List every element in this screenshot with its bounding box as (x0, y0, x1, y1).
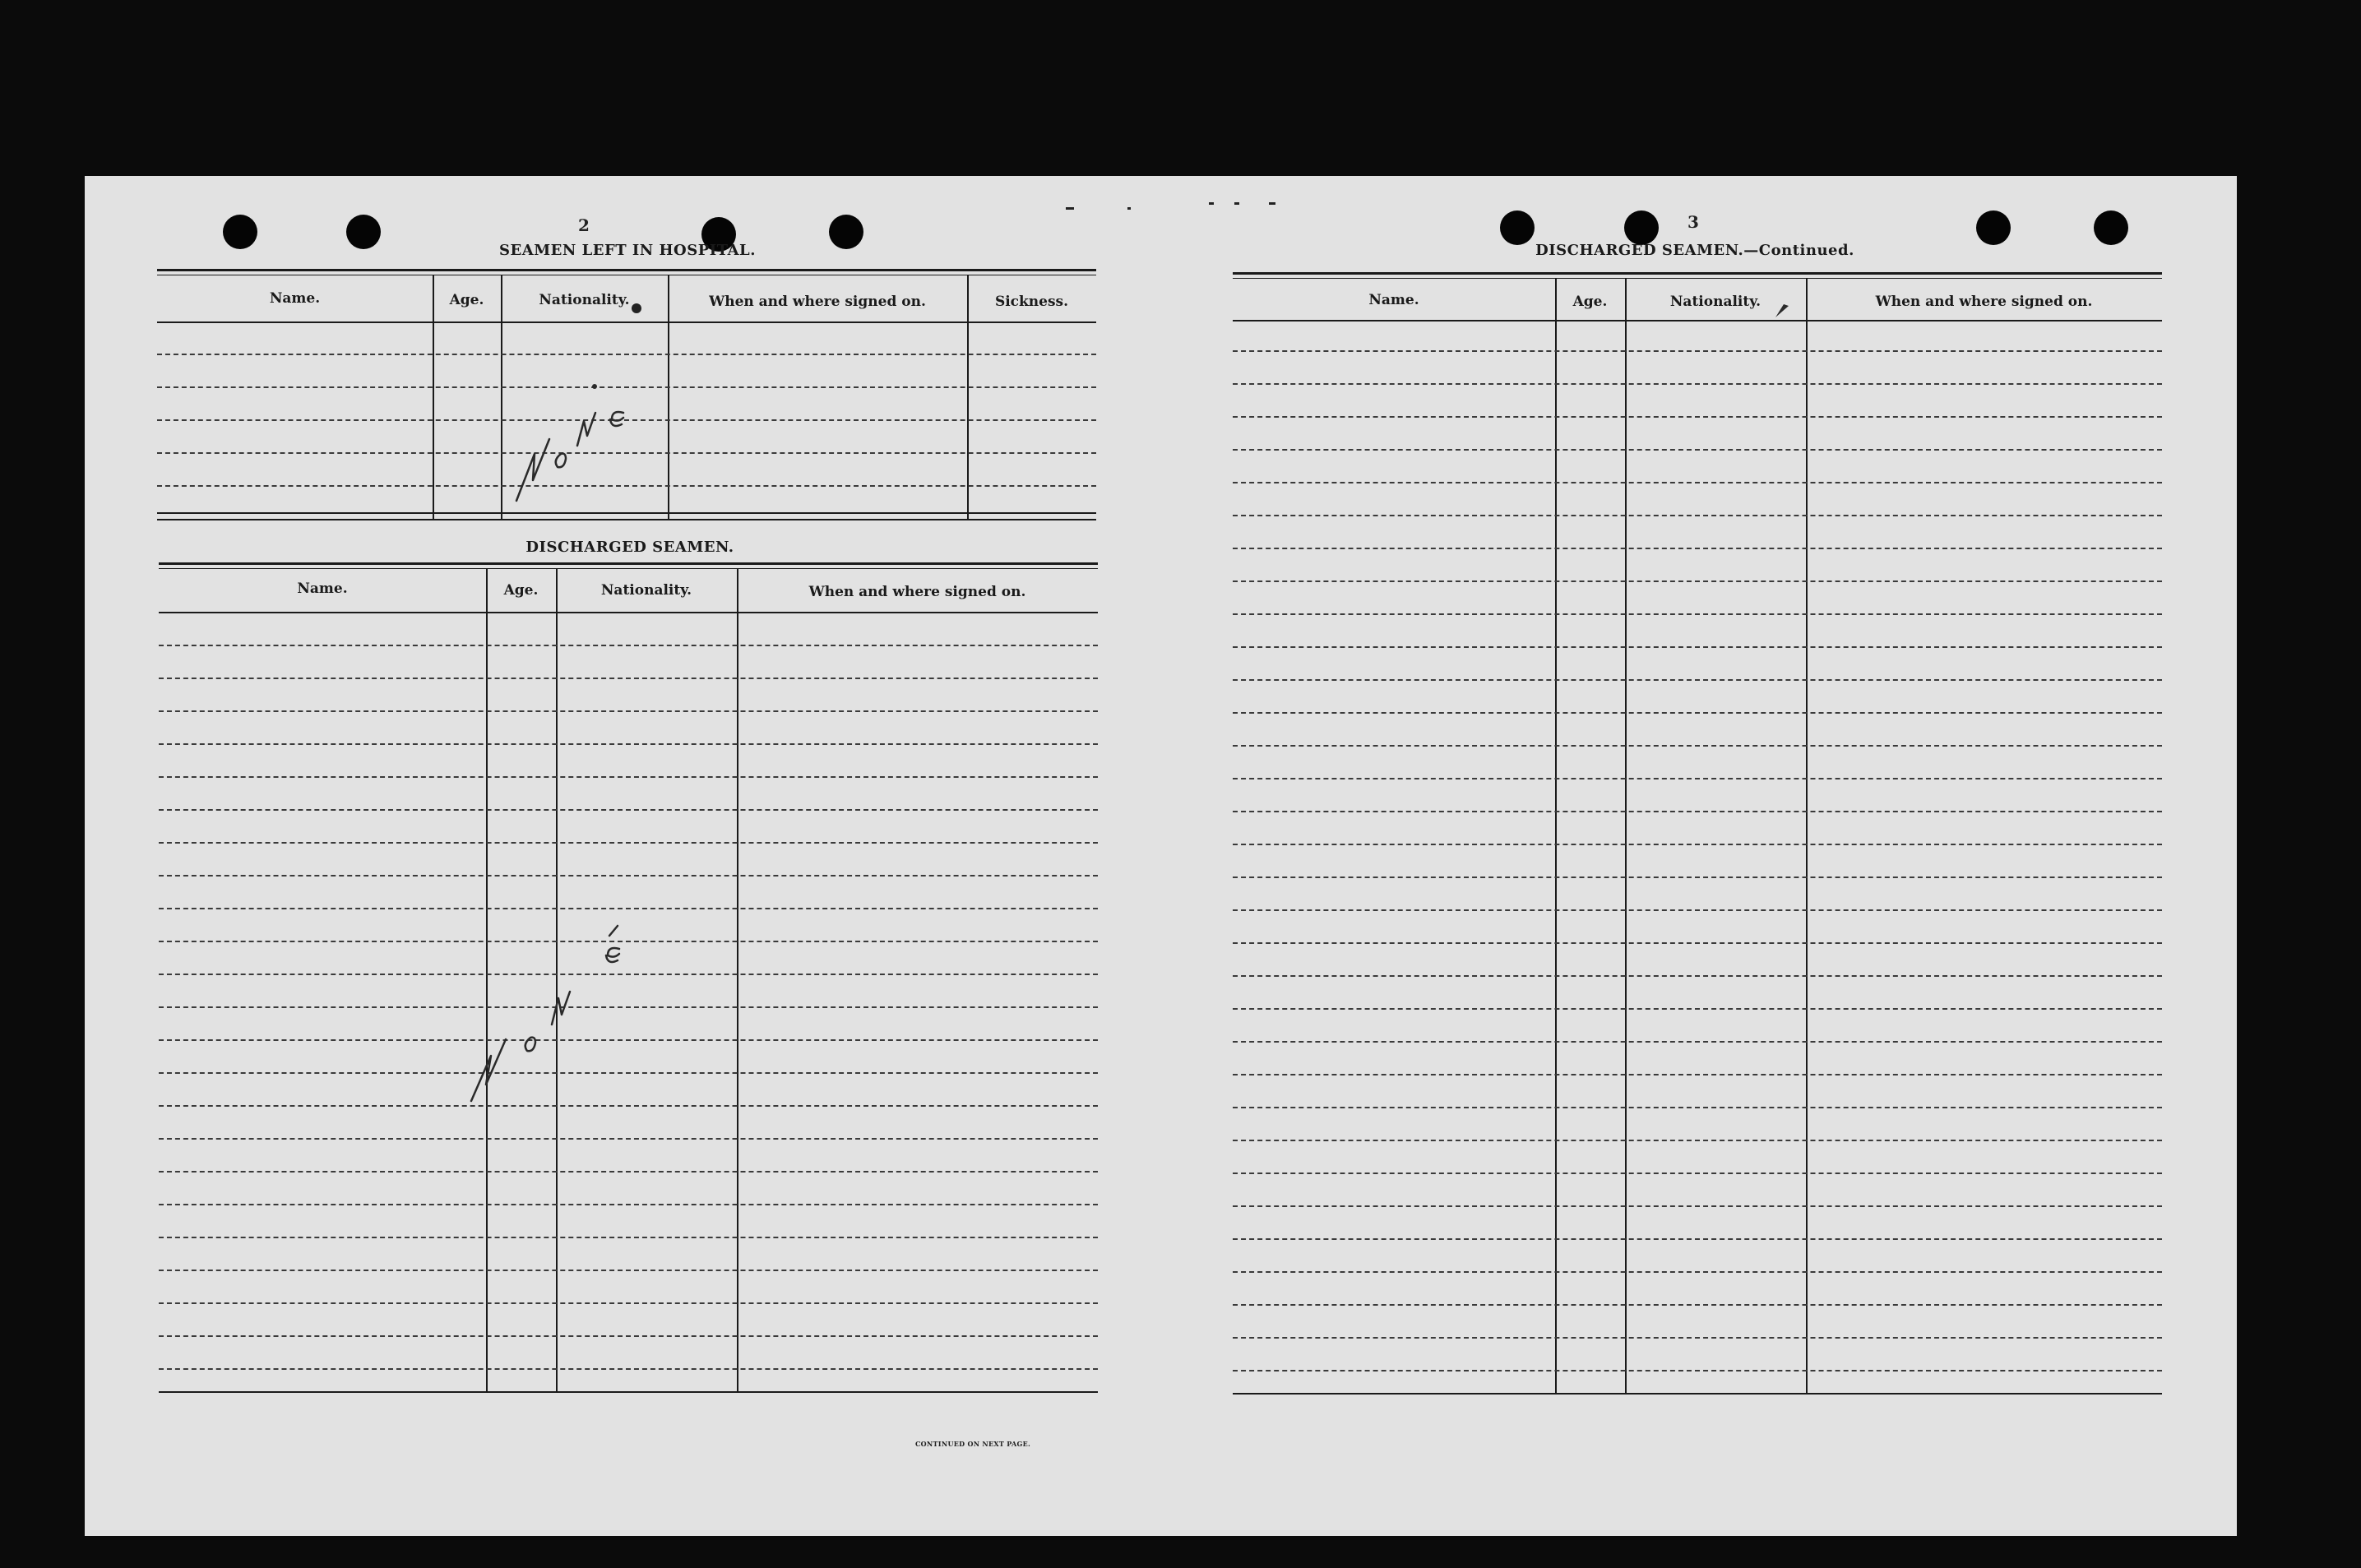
column-header-signed-on: When and where signed on. (709, 294, 926, 310)
column-header-nationality: Nationality. (539, 292, 630, 308)
discharged-continued-table (1233, 272, 2162, 1399)
column-header-name: Name. (269, 290, 321, 307)
continued-footer: CONTINUED ON NEXT PAGE. (915, 1440, 1031, 1448)
column-header-signed-on: When and where signed on. (1875, 294, 2093, 310)
column-header-nationality: Nationality. (600, 582, 692, 599)
handwritten-none-hospital (502, 357, 666, 521)
ink-blot (632, 303, 641, 313)
pen-tick-mark (1771, 298, 1795, 322)
column-header-sickness: Sickness. (994, 294, 1069, 310)
hospital-section-title: SEAMEN LEFT IN HOSPITAL. (499, 242, 756, 259)
page-number: 2 (578, 215, 590, 235)
column-header-age: Age. (503, 582, 539, 599)
discharged-continued-title: DISCHARGED SEAMEN.—Continued. (1535, 242, 1854, 259)
ledger-sheet (85, 176, 2237, 1536)
column-header-name: Name. (1368, 292, 1419, 308)
discharged-section-title: DISCHARGED SEAMEN. (525, 539, 734, 556)
column-header-age: Age. (1572, 294, 1608, 310)
page-number: 3 (1687, 212, 1699, 232)
column-header-age: Age. (449, 292, 484, 308)
column-header-nationality: Nationality. (1669, 294, 1761, 310)
column-header-signed-on: When and where signed on. (808, 584, 1026, 600)
right-page (1154, 176, 2237, 1536)
handwritten-none-discharged (455, 900, 652, 1113)
column-header-name: Name. (297, 580, 348, 597)
left-page (85, 176, 1154, 1536)
